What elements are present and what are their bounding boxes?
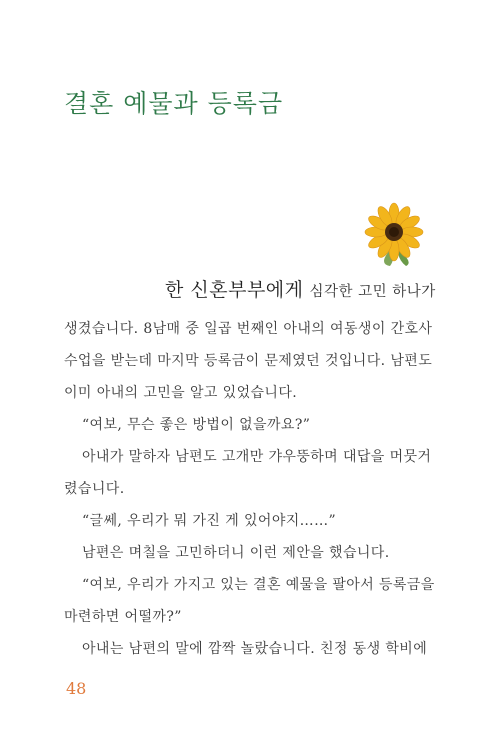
lead-emphasis: 한 신혼부부에게 [165,279,304,301]
sunflower-illustration [360,200,428,268]
page-number: 48 [66,679,87,698]
body-line: “글쎄, 우리가 뭐 가진 게 있어야지……” [82,513,337,529]
lead-line [165,275,436,302]
lead-rest: 심각한 고민 하나가 [309,284,436,300]
body-line: 아내가 말하자 남편도 고개만 갸우뚱하며 대답을 머뭇거 [82,449,432,465]
body-line: 렸습니다. [64,481,125,497]
body-line: “여보, 우리가 가지고 있는 결혼 예물을 팔아서 등록금을 [82,577,435,593]
body-line: 이미 아내의 고민을 알고 있었습니다. [64,385,298,401]
body-line: 수업을 받는데 마지막 등록금이 문제였던 것입니다. 남편도 [64,353,433,369]
body-line: 아내는 남편의 말에 깜짝 놀랐습니다. 친정 동생 학비에 [82,641,428,657]
chapter-title: 결혼 예물과 등록금 [64,89,284,118]
body-line: 마련하면 어떨까?” [64,609,182,625]
body-line: 남편은 며칠을 고민하더니 이런 제안을 했습니다. [82,545,390,561]
body-line: “여보, 무슨 좋은 방법이 없을까요?” [82,417,311,433]
body-line: 생겼습니다. 8남매 중 일곱 번째인 아내의 여동생이 간호사 [64,321,433,337]
